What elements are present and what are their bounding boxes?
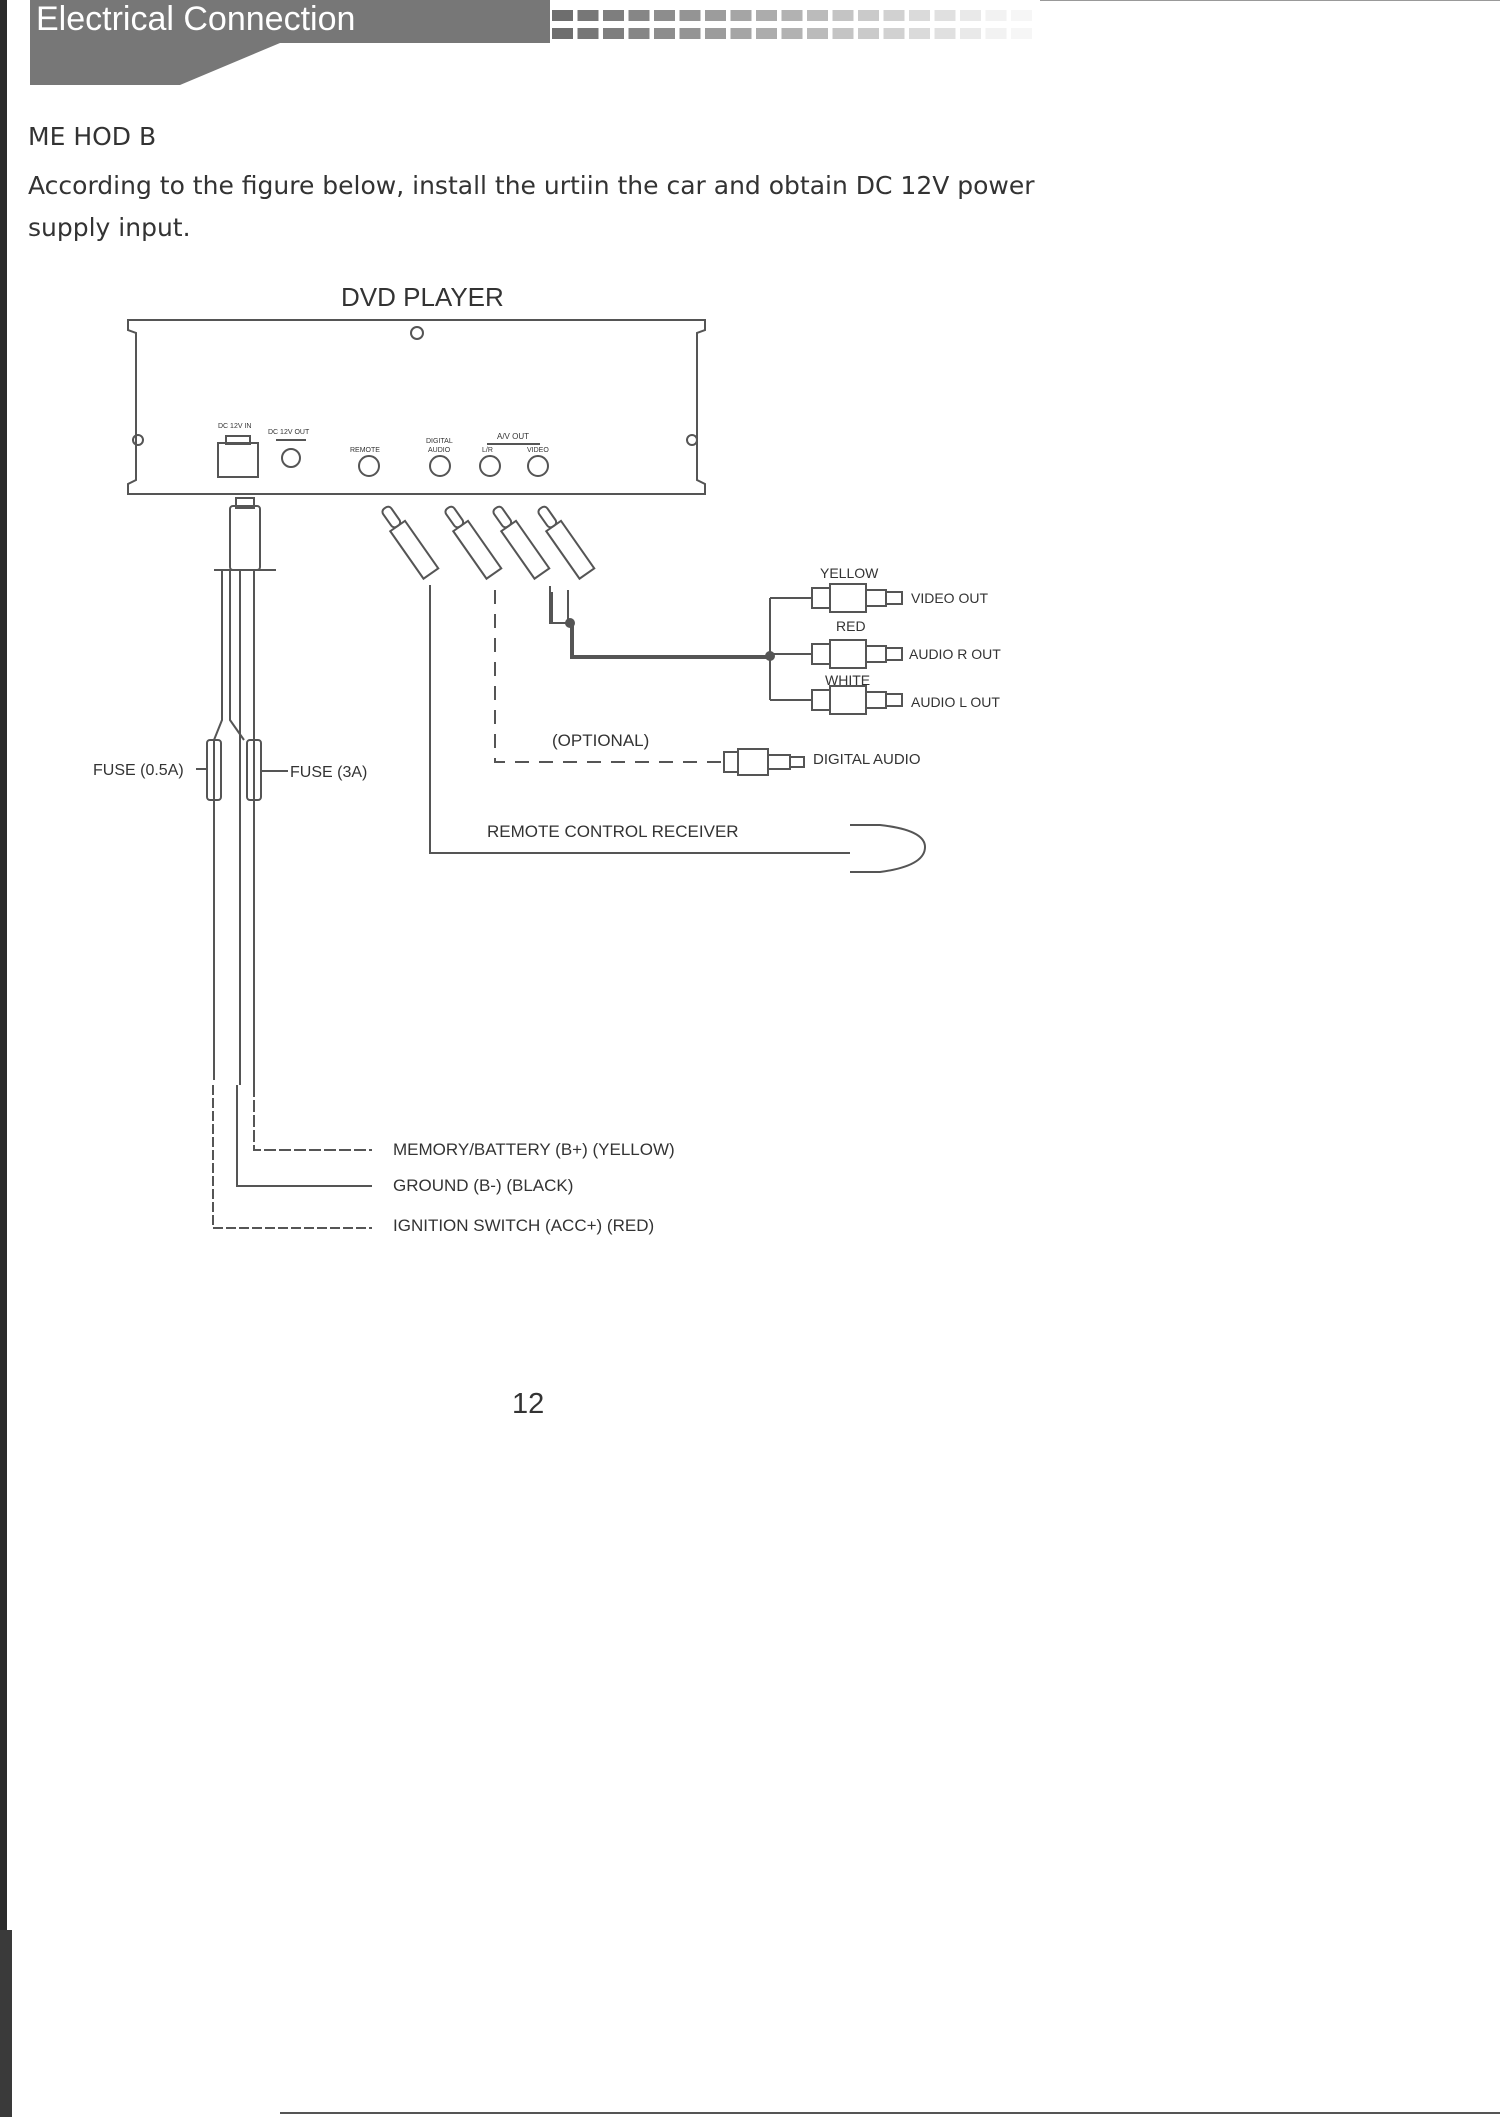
label-red: RED: [836, 618, 866, 634]
page-number: 12: [512, 1388, 545, 1420]
dc-out-jack: [282, 449, 300, 467]
lr-jack: [480, 456, 500, 476]
label-fuse-right: FUSE (3A): [290, 764, 368, 781]
header-dash: [680, 10, 701, 21]
scan-left-edge-lower: [0, 1930, 12, 2117]
wiring-diagram: [0, 260, 1100, 1260]
header-dash: [705, 10, 726, 21]
header-dash: [654, 10, 675, 21]
header-dash-strip: [552, 10, 1052, 44]
audio-r-out-rca: [812, 640, 902, 668]
header-dash: [935, 10, 956, 21]
panel-label-remote: REMOTE: [350, 447, 380, 454]
label-optional: (OPTIONAL): [552, 731, 650, 750]
header-dash: [731, 10, 752, 21]
panel-label-audio: AUDIO: [428, 447, 451, 454]
label-digital-audio: DIGITAL AUDIO: [813, 751, 921, 768]
header-dash: [986, 28, 1007, 39]
header-dash: [756, 28, 777, 39]
label-memory-battery: MEMORY/BATTERY (B+) (YELLOW): [393, 1140, 675, 1159]
panel-mount-hole-left: [133, 435, 143, 445]
scan-top-line: [1040, 0, 1500, 1]
header-dash: [552, 28, 573, 39]
header-dash: [960, 10, 981, 21]
header-dash: [629, 10, 650, 21]
header-dash: [1011, 28, 1032, 39]
header-dash: [986, 10, 1007, 21]
header-dash: [909, 28, 930, 39]
header-dash: [858, 28, 879, 39]
section-title: Electrical Connection: [36, 0, 356, 38]
header-dash: [909, 10, 930, 21]
instruction-text: According to the figure below, install the urtiin the car and obtain DC 12V power supply input.: [28, 171, 1035, 242]
power-wire-left: [214, 570, 222, 1080]
header-dash: [1011, 10, 1032, 21]
label-white: WHITE: [825, 672, 871, 688]
scan-bottom-line: [280, 2112, 1500, 2114]
video-plug: [534, 503, 595, 579]
header-dash: [731, 28, 752, 39]
label-audio-l-out: AUDIO L OUT: [911, 694, 1000, 710]
panel-label-digital: DIGITAL: [426, 438, 453, 445]
dc-in-connector: [218, 443, 258, 477]
digital-audio-plug: [441, 503, 502, 579]
header-dash: [782, 10, 803, 21]
header-dash: [654, 28, 675, 39]
header-dash: [578, 28, 599, 39]
header-dash: [680, 28, 701, 39]
audio-l-out-rca: [812, 686, 902, 714]
method-heading: ME HOD B: [28, 122, 157, 151]
remote-jack: [359, 456, 379, 476]
header-dash: [833, 10, 854, 21]
header-dash: [884, 28, 905, 39]
label-yellow: YELLOW: [820, 565, 879, 581]
remote-plug: [378, 503, 439, 579]
label-fuse-left: FUSE (0.5A): [93, 762, 184, 779]
label-ignition: IGNITION SWITCH (ACC+) (RED): [393, 1216, 655, 1235]
video-out-rca: [812, 584, 902, 612]
header-dash: [858, 10, 879, 21]
header-dash: [756, 10, 777, 21]
panel-label-lr: L/R: [482, 447, 493, 454]
remote-control-receiver: [850, 825, 925, 872]
header-dash: [552, 10, 573, 21]
digital-audio-rca: [724, 749, 804, 775]
header-dash: [705, 28, 726, 39]
header-dash: [807, 10, 828, 21]
video-jack: [528, 456, 548, 476]
digital-audio-jack: [430, 456, 450, 476]
panel-mount-hole-right: [687, 435, 697, 445]
header-dash: [603, 10, 624, 21]
label-ground: GROUND (B-) (BLACK): [393, 1176, 574, 1195]
power-plug: [230, 506, 260, 570]
panel-label-video: VIDEO: [527, 447, 549, 454]
panel-label-dc-in: DC 12V IN: [218, 423, 252, 430]
dvd-player-panel: [128, 320, 705, 494]
panel-label-av-out: A/V OUT: [497, 432, 530, 441]
header-dash: [884, 10, 905, 21]
header-dash: [807, 28, 828, 39]
header-dash: [578, 10, 599, 21]
label-video-out: VIDEO OUT: [911, 590, 989, 606]
panel-label-dc-out: DC 12V OUT: [268, 429, 310, 436]
label-remote-receiver: REMOTE CONTROL RECEIVER: [487, 822, 739, 841]
panel-mount-hole-top: [411, 327, 423, 339]
header-dash: [782, 28, 803, 39]
header-dash: [960, 28, 981, 39]
header-dash: [603, 28, 624, 39]
header-dash: [629, 28, 650, 39]
header-dash: [935, 28, 956, 39]
label-audio-r-out: AUDIO R OUT: [909, 646, 1001, 662]
header-dash: [833, 28, 854, 39]
remote-cable: [430, 585, 850, 853]
diagram-title: DVD PLAYER: [341, 282, 504, 312]
